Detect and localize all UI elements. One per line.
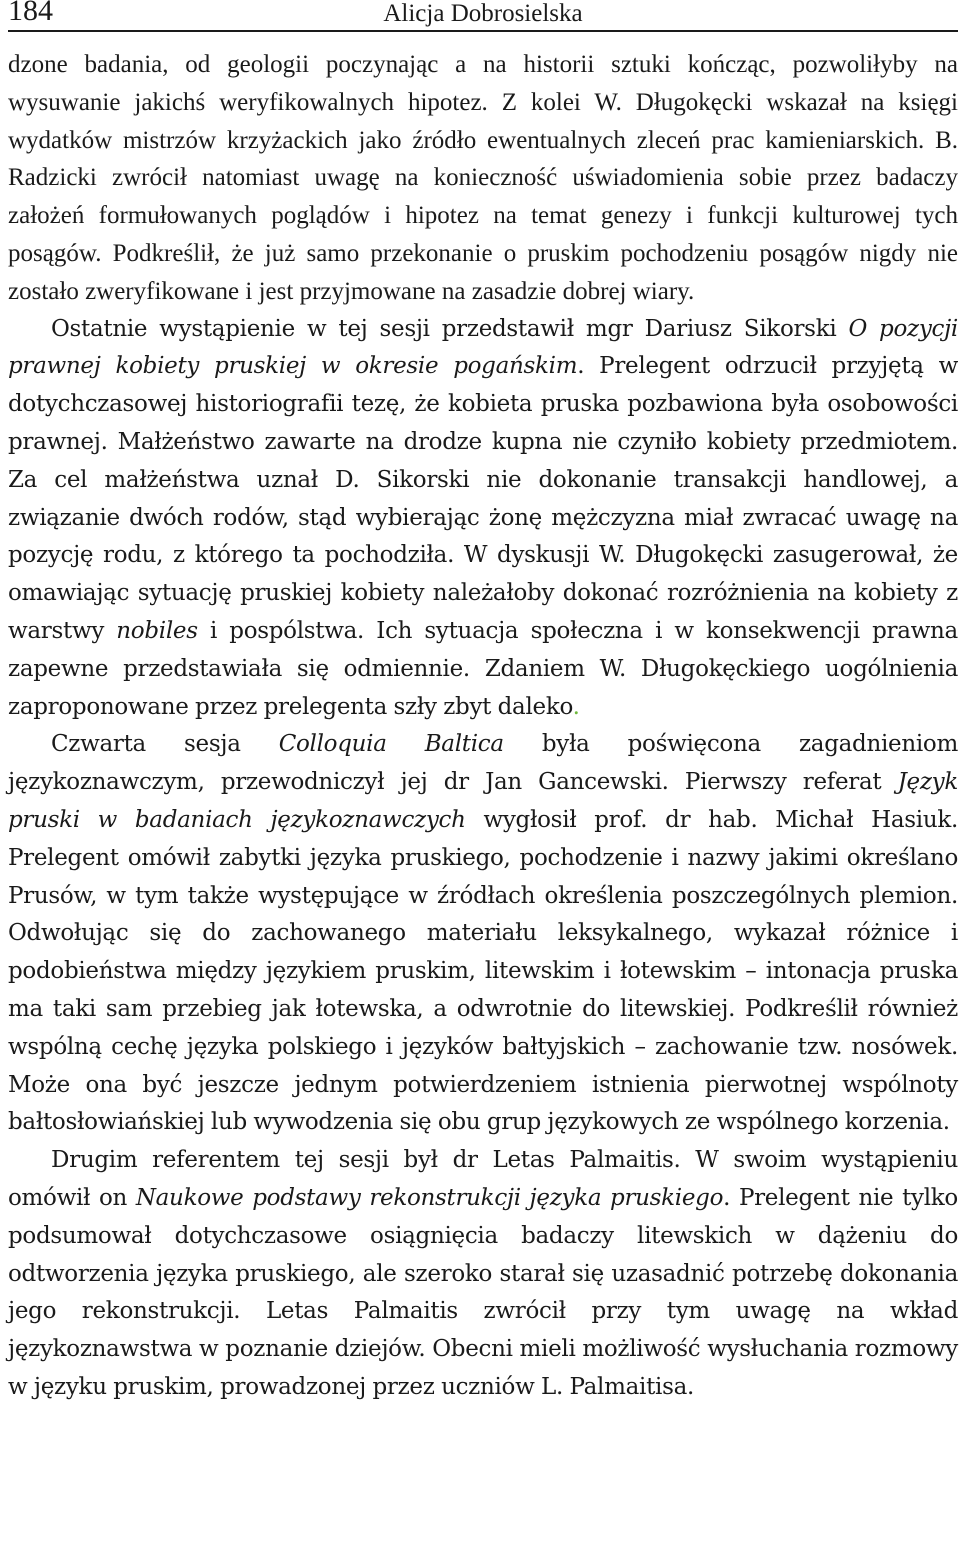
- text-run: . Prelegent odrzucił przyjętą w dotychczasowej historiografii tezę, że kobieta pruska pozbawiona była osobowości prawnej. Małżeństwo zawarte na drodze kupna nie czyniło kobiety przedmiotem. Za cel małżeństwa uznał D. Sikorski nie dokonanie transakcji handlowej, a związanie dwóch rodów, stąd wybierając żonę mężczyzna miał zwracać uwagę na pozycję rodu, z którego ta pochodziła. W dyskusji W. Długokęcki zasugerował, że omawiając sytuację pruskiej kobiety należałoby dokonać rozróżnienia na kobiety z warstwy: [8, 353, 958, 644]
- italic-title: O pozycji prawnej kobiety pruskiej w okresie pogańskim: [8, 315, 958, 380]
- highlighted-period: .: [572, 693, 580, 720]
- document-page: [8, 0, 958, 1548]
- article-body: [8, 46, 958, 1407]
- text-run: dzone badania, od geologii poczynając a na historii sztuki kończąc, pozwoliłyby na wysuwanie jakichś weryfikowalnych hipotez. Z kolei W. Długokęcki wskazał na księgi wydatków mistrzów krzyżackich jako źródło ewentualnych zleceń prac kamieniarskich. B. Radzicki zwrócił natomiast uwagę na konieczność uświadomienia sobie przez badaczy założeń formułowanych poglądów i hipotez na temat genezy i funkcji kulturowej tych posągów. Podkreślił, że już samo przekonanie o pruskim pochodzeniu posągów nigdy nie zostało zweryfikowane i jest przyjmowane na zasadzie dobrej wiary.: [8, 51, 958, 305]
- text-run: i pospólstwa. Ich sytuacja społeczna i w konsekwencji prawna zapewne przedstawiała się odmiennie. Zdaniem W. Długokęckiego uogólnienia zaproponowane przez prelegenta szły zbyt daleko: [8, 617, 958, 720]
- text-run: była poświęcona zagadnieniom językoznawczym, przewodniczył jej dr Jan Gancewski. Pierwszy referat: [8, 731, 958, 796]
- italic-title: nobiles: [116, 617, 198, 644]
- running-head-author: Alicja Dobrosielska: [383, 0, 583, 27]
- italic-title: Naukowe podstawy rekonstrukcji języka pruskiego: [135, 1184, 724, 1211]
- italic-title: Colloquia Baltica: [278, 731, 504, 758]
- page-number: 184: [8, 0, 53, 27]
- text-run: . Prelegent nie tylko podsumował dotychczasowe osiągnięcia badaczy litewskich w dążeniu do odtworzenia języka pruskiego, ale szeroko starał się uzasadnić potrzebę dokonania jego rekonstrukcji. Letas Palmaitis zwrócił przy tym uwagę na wkład językoznawstwa w poznanie dziejów. Obecni mieli możliwość wysłuchania rozmowy w języku pruskim, prowadzonej przez uczniów L. Palmaitisa.: [8, 1184, 958, 1400]
- italic-title: Język pruski w badaniach językoznawczych: [8, 769, 958, 833]
- text-run: Drugim referentem tej sesji był dr Letas Palmaitis. W swoim wystąpieniu omówił on: [8, 1147, 958, 1211]
- text-run: wygłosił prof. dr hab. Michał Hasiuk. Prelegent omówił zabytki języka pruskiego, pochodzenie i nazwy jakimi określano Prusów, w tym także występujące w źródłach określenia poszczególnych plemion. Odwołując się do zachowanego materiału leksykalnego, wykazał różnice i podobieństwa między językiem pruskim, litewskim i łotewskim – intonacja pruska ma taki sam przebieg jak łotewska, a odwrotnie do litewskiej. Podkreślił również wspólną cechę języka polskiego i języków bałtyjskich – zachowanie tzw. nosówek. Może ona być jeszcze jednym potwierdzeniem istnienia pierwotnej wspólnoty bałtosłowiańskiej lub wywodzenia się obu grup językowych ze wspólnego korzenia.: [8, 806, 958, 1136]
- text-run: Ostatnie wystąpienie w tej sesji przedstawił mgr Dariusz Sikorski: [51, 315, 849, 342]
- paragraph: [8, 311, 958, 727]
- paragraph: [8, 1142, 958, 1407]
- paragraph: [8, 46, 958, 311]
- paragraph: [8, 726, 958, 1142]
- text-run: Czwarta sesja: [51, 731, 279, 758]
- running-head: [8, 0, 958, 32]
